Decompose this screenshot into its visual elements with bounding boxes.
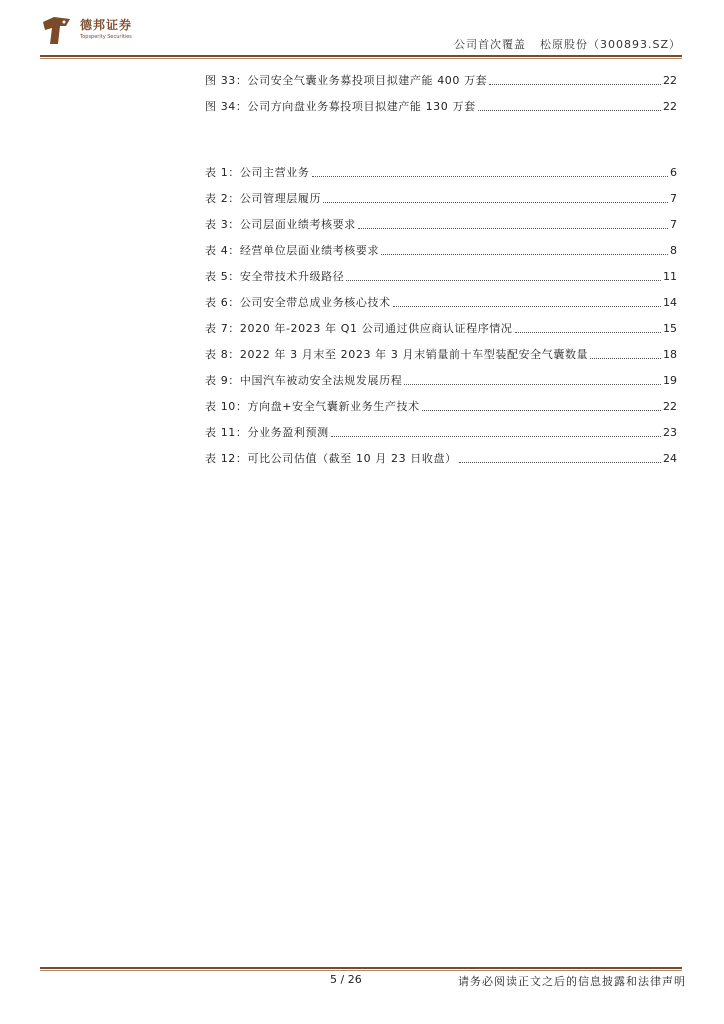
brand-name-en: Topsperity Securities xyxy=(80,34,132,40)
leader-dots xyxy=(404,383,661,385)
report-type: 公司首次覆盖 xyxy=(453,38,526,51)
toc-entry[interactable] xyxy=(205,440,677,466)
toc-entry-label: 表 2：公司管理层履历 xyxy=(205,192,322,205)
toc-entry-label: 表 12：可比公司估值（截至 10 月 23 日收盘） xyxy=(205,452,457,465)
leader-dots xyxy=(422,409,661,411)
footer-divider-thin xyxy=(40,970,682,971)
page-number: 5 / 26 xyxy=(330,973,362,986)
toc-entry-label: 表 9：中国汽车被动安全法规发展历程 xyxy=(205,374,403,387)
brand-name-cn: 德邦证券 xyxy=(80,18,133,32)
leader-dots xyxy=(459,461,661,463)
toc-entry-page: 15 xyxy=(663,322,677,335)
toc-entry-label: 表 4：经营单位层面业绩考核要求 xyxy=(205,244,380,257)
toc-entry-page: 7 xyxy=(670,192,677,205)
toc-entry-page: 11 xyxy=(663,270,677,283)
toc-entry-page: 8 xyxy=(670,244,677,257)
leader-dots xyxy=(323,201,668,203)
toc-entry-page: 6 xyxy=(670,166,677,179)
toc-entry-label: 表 1：公司主营业务 xyxy=(205,166,310,179)
toc-entry-label: 表 10：方向盘+安全气囊新业务生产技术 xyxy=(205,400,420,413)
toc-entry-page: 24 xyxy=(663,452,677,465)
figure-list xyxy=(205,62,677,114)
brand-logo-icon xyxy=(40,14,74,48)
leader-dots xyxy=(312,175,669,177)
toc-entry[interactable] xyxy=(205,362,677,388)
toc-entry[interactable] xyxy=(205,414,677,440)
toc-entry[interactable] xyxy=(205,180,677,206)
toc-entry[interactable] xyxy=(205,62,677,88)
footer-disclaimer: 请务必阅读正文之后的信息披露和法律声明 xyxy=(458,975,686,988)
leader-dots xyxy=(358,227,668,229)
toc-entry[interactable] xyxy=(205,88,677,114)
toc-entry[interactable] xyxy=(205,154,677,180)
header-divider xyxy=(40,55,682,57)
toc-entry[interactable] xyxy=(205,310,677,336)
toc-entry[interactable] xyxy=(205,388,677,414)
footer-divider xyxy=(40,967,682,969)
toc-entry[interactable] xyxy=(205,284,677,310)
toc-entry[interactable] xyxy=(205,258,677,284)
toc-entry-label: 表 11：分业务盈利预测 xyxy=(205,426,329,439)
leader-dots xyxy=(381,253,668,255)
leader-dots xyxy=(590,357,661,359)
leader-dots xyxy=(393,305,661,307)
brand-logo xyxy=(40,14,160,48)
leader-dots xyxy=(331,435,661,437)
toc-entry-page: 19 xyxy=(663,374,677,387)
toc-entry-label: 表 6：公司安全带总成业务核心技术 xyxy=(205,296,391,309)
toc-entry-page: 22 xyxy=(663,400,677,413)
leader-dots xyxy=(478,109,661,111)
toc-entry-page: 18 xyxy=(663,348,677,361)
page-header xyxy=(0,0,724,60)
leader-dots xyxy=(515,331,662,333)
toc-entry-label: 表 7：2020 年-2023 年 Q1 公司通过供应商认证程序情况 xyxy=(205,322,513,335)
toc-entry-label: 图 33：公司安全气囊业务募投项目拟建产能 400 万套 xyxy=(205,74,488,87)
company-name: 松原股份（300893.SZ） xyxy=(539,38,681,51)
leader-dots xyxy=(489,83,661,85)
toc-entry-page: 23 xyxy=(663,426,677,439)
toc-entry[interactable] xyxy=(205,232,677,258)
toc-entry-page: 14 xyxy=(663,296,677,309)
toc-entry-page: 22 xyxy=(663,100,677,113)
toc-entry-label: 表 3：公司层面业绩考核要求 xyxy=(205,218,356,231)
toc-entry-page: 7 xyxy=(670,218,677,231)
toc-entry[interactable] xyxy=(205,336,677,362)
toc-entry-label: 表 8：2022 年 3 月末至 2023 年 3 月末销量前十车型装配安全气囊数量 xyxy=(205,348,589,361)
leader-dots xyxy=(346,279,661,281)
toc-entry-label: 图 34：公司方向盘业务募投项目拟建产能 130 万套 xyxy=(205,100,476,113)
toc-entry[interactable] xyxy=(205,206,677,232)
header-divider-thin xyxy=(40,58,682,59)
header-info xyxy=(454,36,681,52)
toc-entry-page: 22 xyxy=(663,74,677,87)
table-list xyxy=(205,154,677,466)
toc-entry-label: 表 5：安全带技术升级路径 xyxy=(205,270,345,283)
